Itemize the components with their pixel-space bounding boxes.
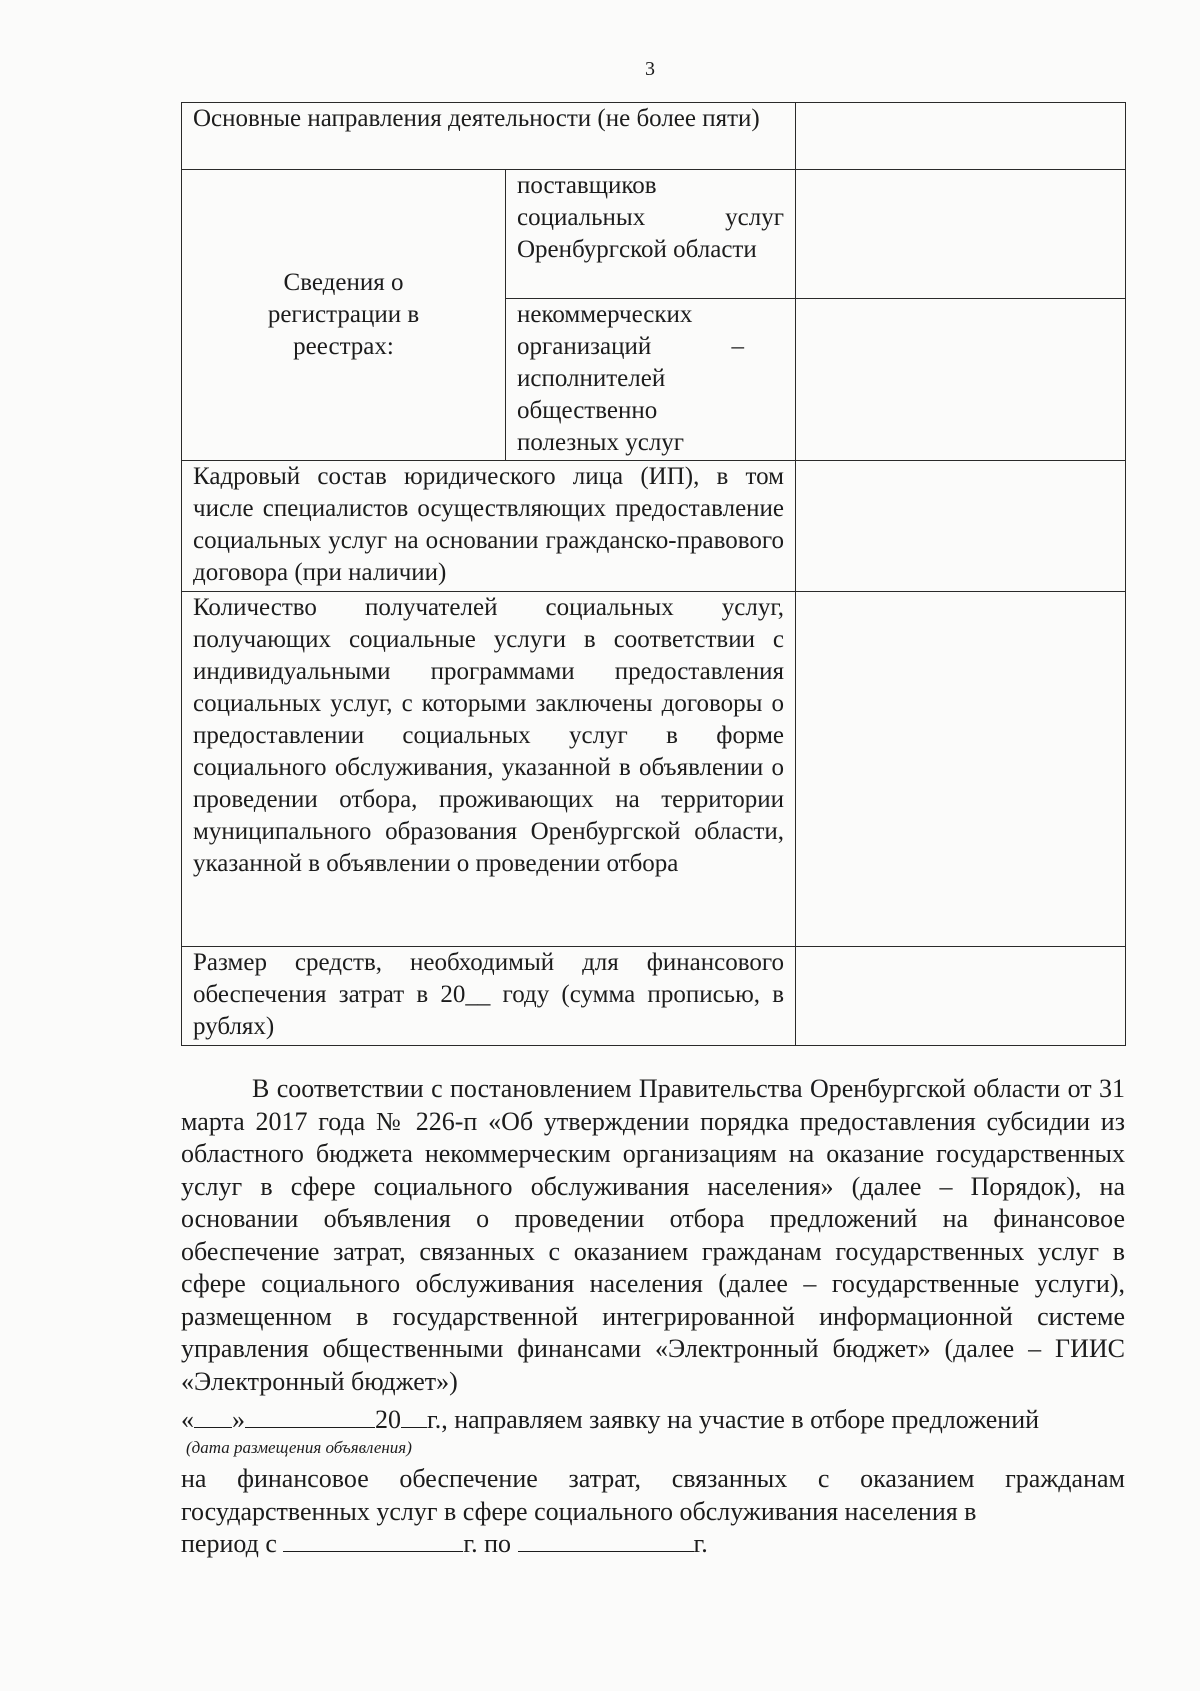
value-cell-recipients-count[interactable] (796, 592, 1126, 947)
row-label-recipients-count: Количество получателей социальных услуг, получающих социальные услуги в соответствии с индивидуальными программами предоставления социальных услуг, с которыми заключены договоры о предоставлении социальных услуг в форме социального обслуживания, указанной в объявлении о проведении отбора, проживающих на территории муниципального образования Оренбургской области, указанной в объявлении о проведении отбора (182, 592, 796, 947)
date-year-prefix: 20 (375, 1405, 401, 1434)
period-suffix: г. (693, 1529, 708, 1558)
tail-text: на финансовое обеспечение затрат, связанных с оказанием гражданам государственных услуг в сфере социального обслуживания населения в (181, 1464, 1125, 1526)
period-start-blank-field[interactable] (283, 1529, 463, 1552)
body-paragraph-block (181, 1073, 1125, 1398)
body-paragraph: В соответствии с постановлением Правительства Оренбургской области от 31 марта 2017 года № 226-п «Об утверждении порядка предоставления субсидии из областного бюджета некоммерческим организациям на оказание государственных услуг в сфере социального обслуживания населения» (далее – Порядок), на основании объявления о проведении отбора предложений на финансовое обеспечение затрат, связанных с оказанием гражданам государственных услуг в сфере социального обслуживания населения (далее – государственные услуги), размещенном в государственной интегрированной информационной системе управления общественными финансами «Электронный бюджет» (далее – ГИИС «Электронный бюджет») (181, 1074, 1125, 1396)
date-suffix: г., направляем заявку на участие в отборе предложений (427, 1405, 1040, 1434)
table-row (182, 461, 1126, 592)
period-line (181, 1529, 708, 1558)
table-row (182, 592, 1126, 947)
year-blank-field[interactable] (401, 1405, 427, 1428)
date-open-quote: « (181, 1405, 194, 1434)
value-cell-funding-amount[interactable] (796, 947, 1126, 1046)
date-line (181, 1404, 1125, 1436)
row-label-social-services-registry: поставщиков социальных услуг Оренбургской области (506, 170, 796, 299)
value-cell-nonprofit-registry[interactable] (796, 299, 1126, 461)
date-close-quote: » (232, 1405, 245, 1434)
registry-group-label: Сведения о регистрации в реестрах: (182, 170, 506, 461)
value-cell-social-services-registry[interactable] (796, 170, 1126, 299)
month-blank-field[interactable] (245, 1405, 375, 1428)
value-cell-staff-composition[interactable] (796, 461, 1126, 592)
table-row (182, 947, 1126, 1046)
row-label-nonprofit-registry: некоммерческих организаций – исполнителей общественно полезных услуг (506, 299, 796, 461)
period-prefix: период с (181, 1529, 277, 1558)
application-form-table (181, 102, 1126, 1046)
period-middle: г. по (463, 1529, 512, 1558)
table-row (182, 103, 1126, 170)
row-label-staff-composition: Кадровый состав юридического лица (ИП), в том числе специалистов осуществляющих предоставление социальных услуг на основании гражданско-правового договора (при наличии) (182, 461, 796, 592)
row-label-funding-amount: Размер средств, необходимый для финансового обеспечения затрат в 20__ году (сумма прописью, в рублях) (182, 947, 796, 1046)
row-label-activity-directions: Основные направления деятельности (не более пяти) (182, 103, 796, 170)
date-caption: (дата размещения объявления) (186, 1438, 412, 1457)
tail-paragraph (181, 1463, 1125, 1561)
value-cell-activity-directions[interactable] (796, 103, 1126, 170)
page-number: 3 (645, 58, 655, 80)
table-row (182, 170, 1126, 299)
day-blank-field[interactable] (194, 1405, 232, 1428)
period-end-blank-field[interactable] (518, 1529, 694, 1552)
